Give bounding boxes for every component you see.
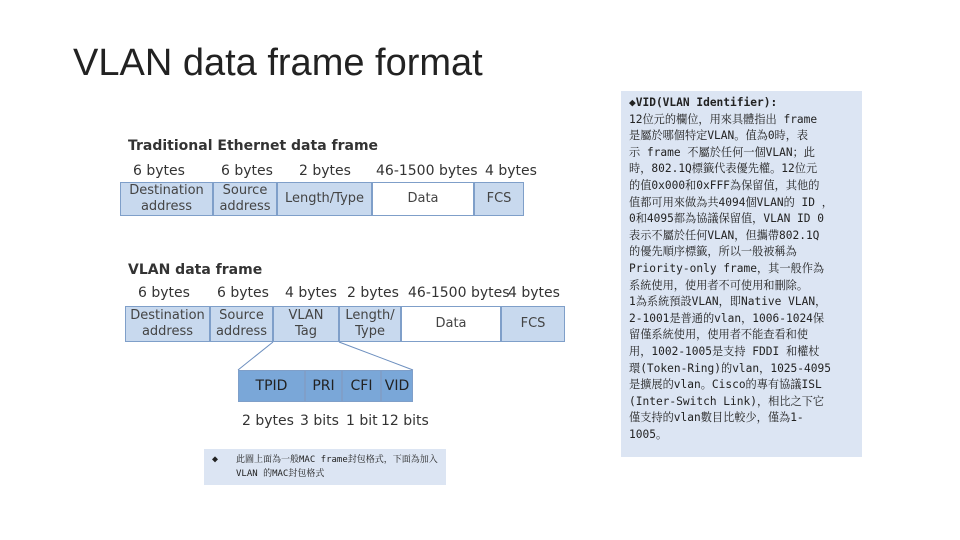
tag-size-cfi: 1 bit (346, 413, 378, 429)
vid-explanation-panel (621, 91, 862, 457)
tag-size-vid: 12 bits (381, 413, 429, 429)
tag-field-vid: VID (381, 370, 413, 402)
traditional-size-src: 6 bytes (221, 163, 273, 179)
traditional-field-source: Source address (213, 182, 277, 216)
vlan-field-length-type: Length/ Type (339, 306, 401, 342)
tag-field-tpid: TPID (238, 370, 305, 402)
traditional-size-len: 2 bytes (299, 163, 351, 179)
traditional-field-data: Data (372, 182, 474, 216)
vlan-frame-heading: VLAN data frame (128, 262, 263, 278)
traditional-size-fcs: 4 bytes (485, 163, 537, 179)
vlan-size-len: 2 bytes (347, 285, 399, 301)
tag-size-tpid: 2 bytes (242, 413, 294, 429)
slide-title: VLAN data frame format (73, 42, 483, 84)
traditional-field-length-type: Length/Type (277, 182, 372, 216)
vlan-field-tag: VLAN Tag (273, 306, 339, 342)
vlan-size-data: 46-1500 bytes (408, 285, 510, 301)
tag-size-pri: 3 bits (300, 413, 339, 429)
diamond-bullet-icon: ◆ (212, 454, 219, 465)
vlan-field-destination: Destination address (125, 306, 210, 342)
vid-body-text: 12位元的欄位，用來具體指出 frame 是屬於哪個特定VLAN。值為0時，表 示 frame 不屬於任何一個VLAN；此 時，802.1Q標籤代表優先權。12位元 的值0x000和0xFFF為保留值，其他的 值都可用來做為共4094個VLAN的 ID ， 0和4095都為協議保留值，VLAN ID 0 表示不屬於任何VLAN，但攜帶802.1Q 的優先順序標籤，所以一般被稱為 Priority-only frame，其一般作為 系統使用，使用者不可使用和刪除。 1為系統預設VLAN，即Native VLAN， 2-1001是普通的vlan，1006-1024保 留僅系統使用，使用者不能查看和使 用，1002-1005是支持 FDDI 和權杖 環(Token-Ring)的vlan，1025-4095 是擴展的vlan。Cisco的專有協議ISL (Inter-Switch Link)，相比之下它 僅支持的vlan數目比較少，僅為1- 1005。 (629, 112, 833, 441)
caption-text: 此圖上面為一般MAC frame封包格式，下面為加入VLAN 的MAC封包格式 (236, 455, 438, 479)
traditional-field-fcs: FCS (474, 182, 524, 216)
tag-field-pri: PRI (305, 370, 342, 402)
vlan-field-data: Data (401, 306, 501, 342)
vlan-size-dest: 6 bytes (138, 285, 190, 301)
caption-note (204, 449, 446, 485)
vlan-size-src: 6 bytes (217, 285, 269, 301)
vid-heading: ◆VID(VLAN Identifier): (629, 96, 778, 109)
vlan-size-fcs: 4 bytes (508, 285, 560, 301)
vlan-field-fcs: FCS (501, 306, 565, 342)
vlan-field-source: Source address (210, 306, 273, 342)
tag-field-cfi: CFI (342, 370, 381, 402)
vlan-size-tag: 4 bytes (285, 285, 337, 301)
traditional-size-dest: 6 bytes (133, 163, 185, 179)
traditional-field-destination: Destination address (120, 182, 213, 216)
traditional-frame-heading: Traditional Ethernet data frame (128, 138, 379, 154)
traditional-size-data: 46-1500 bytes (376, 163, 478, 179)
